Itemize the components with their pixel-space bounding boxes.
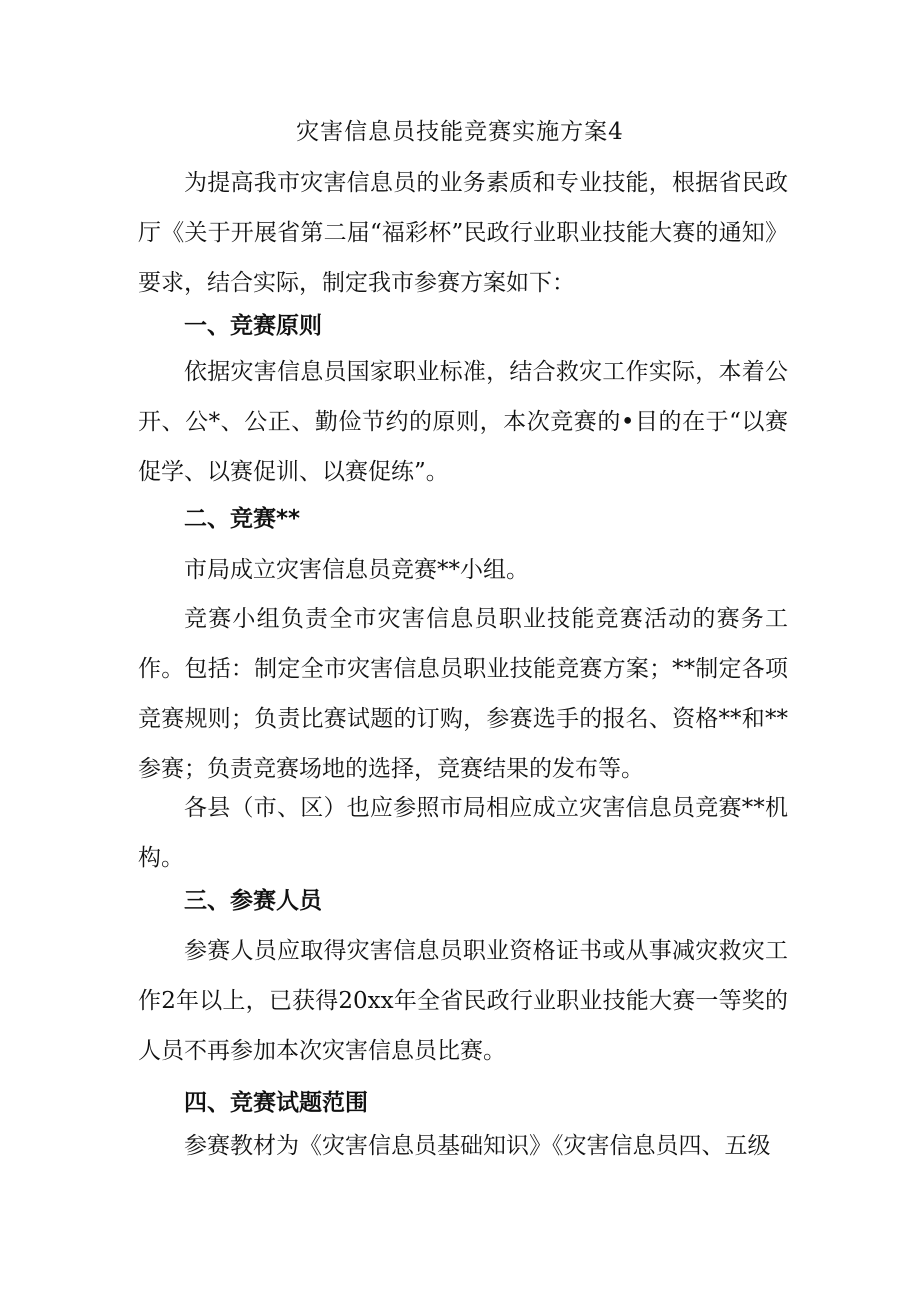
document-title: 灾害信息员技能竞赛实施方案4 xyxy=(296,119,624,145)
principles-paragraph: 依据灾害信息员国家职业标准，结合救灾工作实际，本着公开、公*、公正、勤俭节约的原则，本次竞赛的•目的在于“以赛促学、以赛促训、以赛促练”。 xyxy=(138,359,788,485)
participants-paragraph: 参赛人员应取得灾害信息员职业资格证书或从事减灾救灾工作2年以上，已获得20xx年全省民政行业职业技能大赛一等奖的人员不再参加本次灾害信息员比赛。 xyxy=(138,938,788,1064)
organization-paragraph-2: 竞赛小组负责全市灾害信息员职业技能竞赛活动的赛务工作。包括：制定全市灾害信息员职业技能竞赛方案；**制定各项竞赛规则；负责比赛试题的订购，参赛选手的报名、资格**和**参赛；负责竞赛场地的选择，竞赛结果的发布等。 xyxy=(138,606,788,782)
intro-paragraph: 为提高我市灾害信息员的业务素质和专业技能，根据省民政厅《关于开展省第二届“福彩杯”民政行业职业技能大赛的通知》要求，结合实际，制定我市参赛方案如下： xyxy=(138,170,788,296)
organization-paragraph-1: 市局成立灾害信息员竞赛**小组。 xyxy=(184,557,529,583)
section-heading-organization: 二、竞赛** xyxy=(184,506,301,532)
section-heading-principles: 一、竞赛原则 xyxy=(184,313,322,339)
scope-paragraph: 参赛教材为《灾害信息员基础知识》《灾害信息员四、五级 xyxy=(184,1133,771,1159)
section-heading-scope: 四、竞赛试题范围 xyxy=(184,1090,368,1116)
section-heading-participants: 三、参赛人员 xyxy=(184,888,322,914)
organization-paragraph-3: 各县（市、区）也应参照市局相应成立灾害信息员竞赛**机构。 xyxy=(138,795,788,871)
